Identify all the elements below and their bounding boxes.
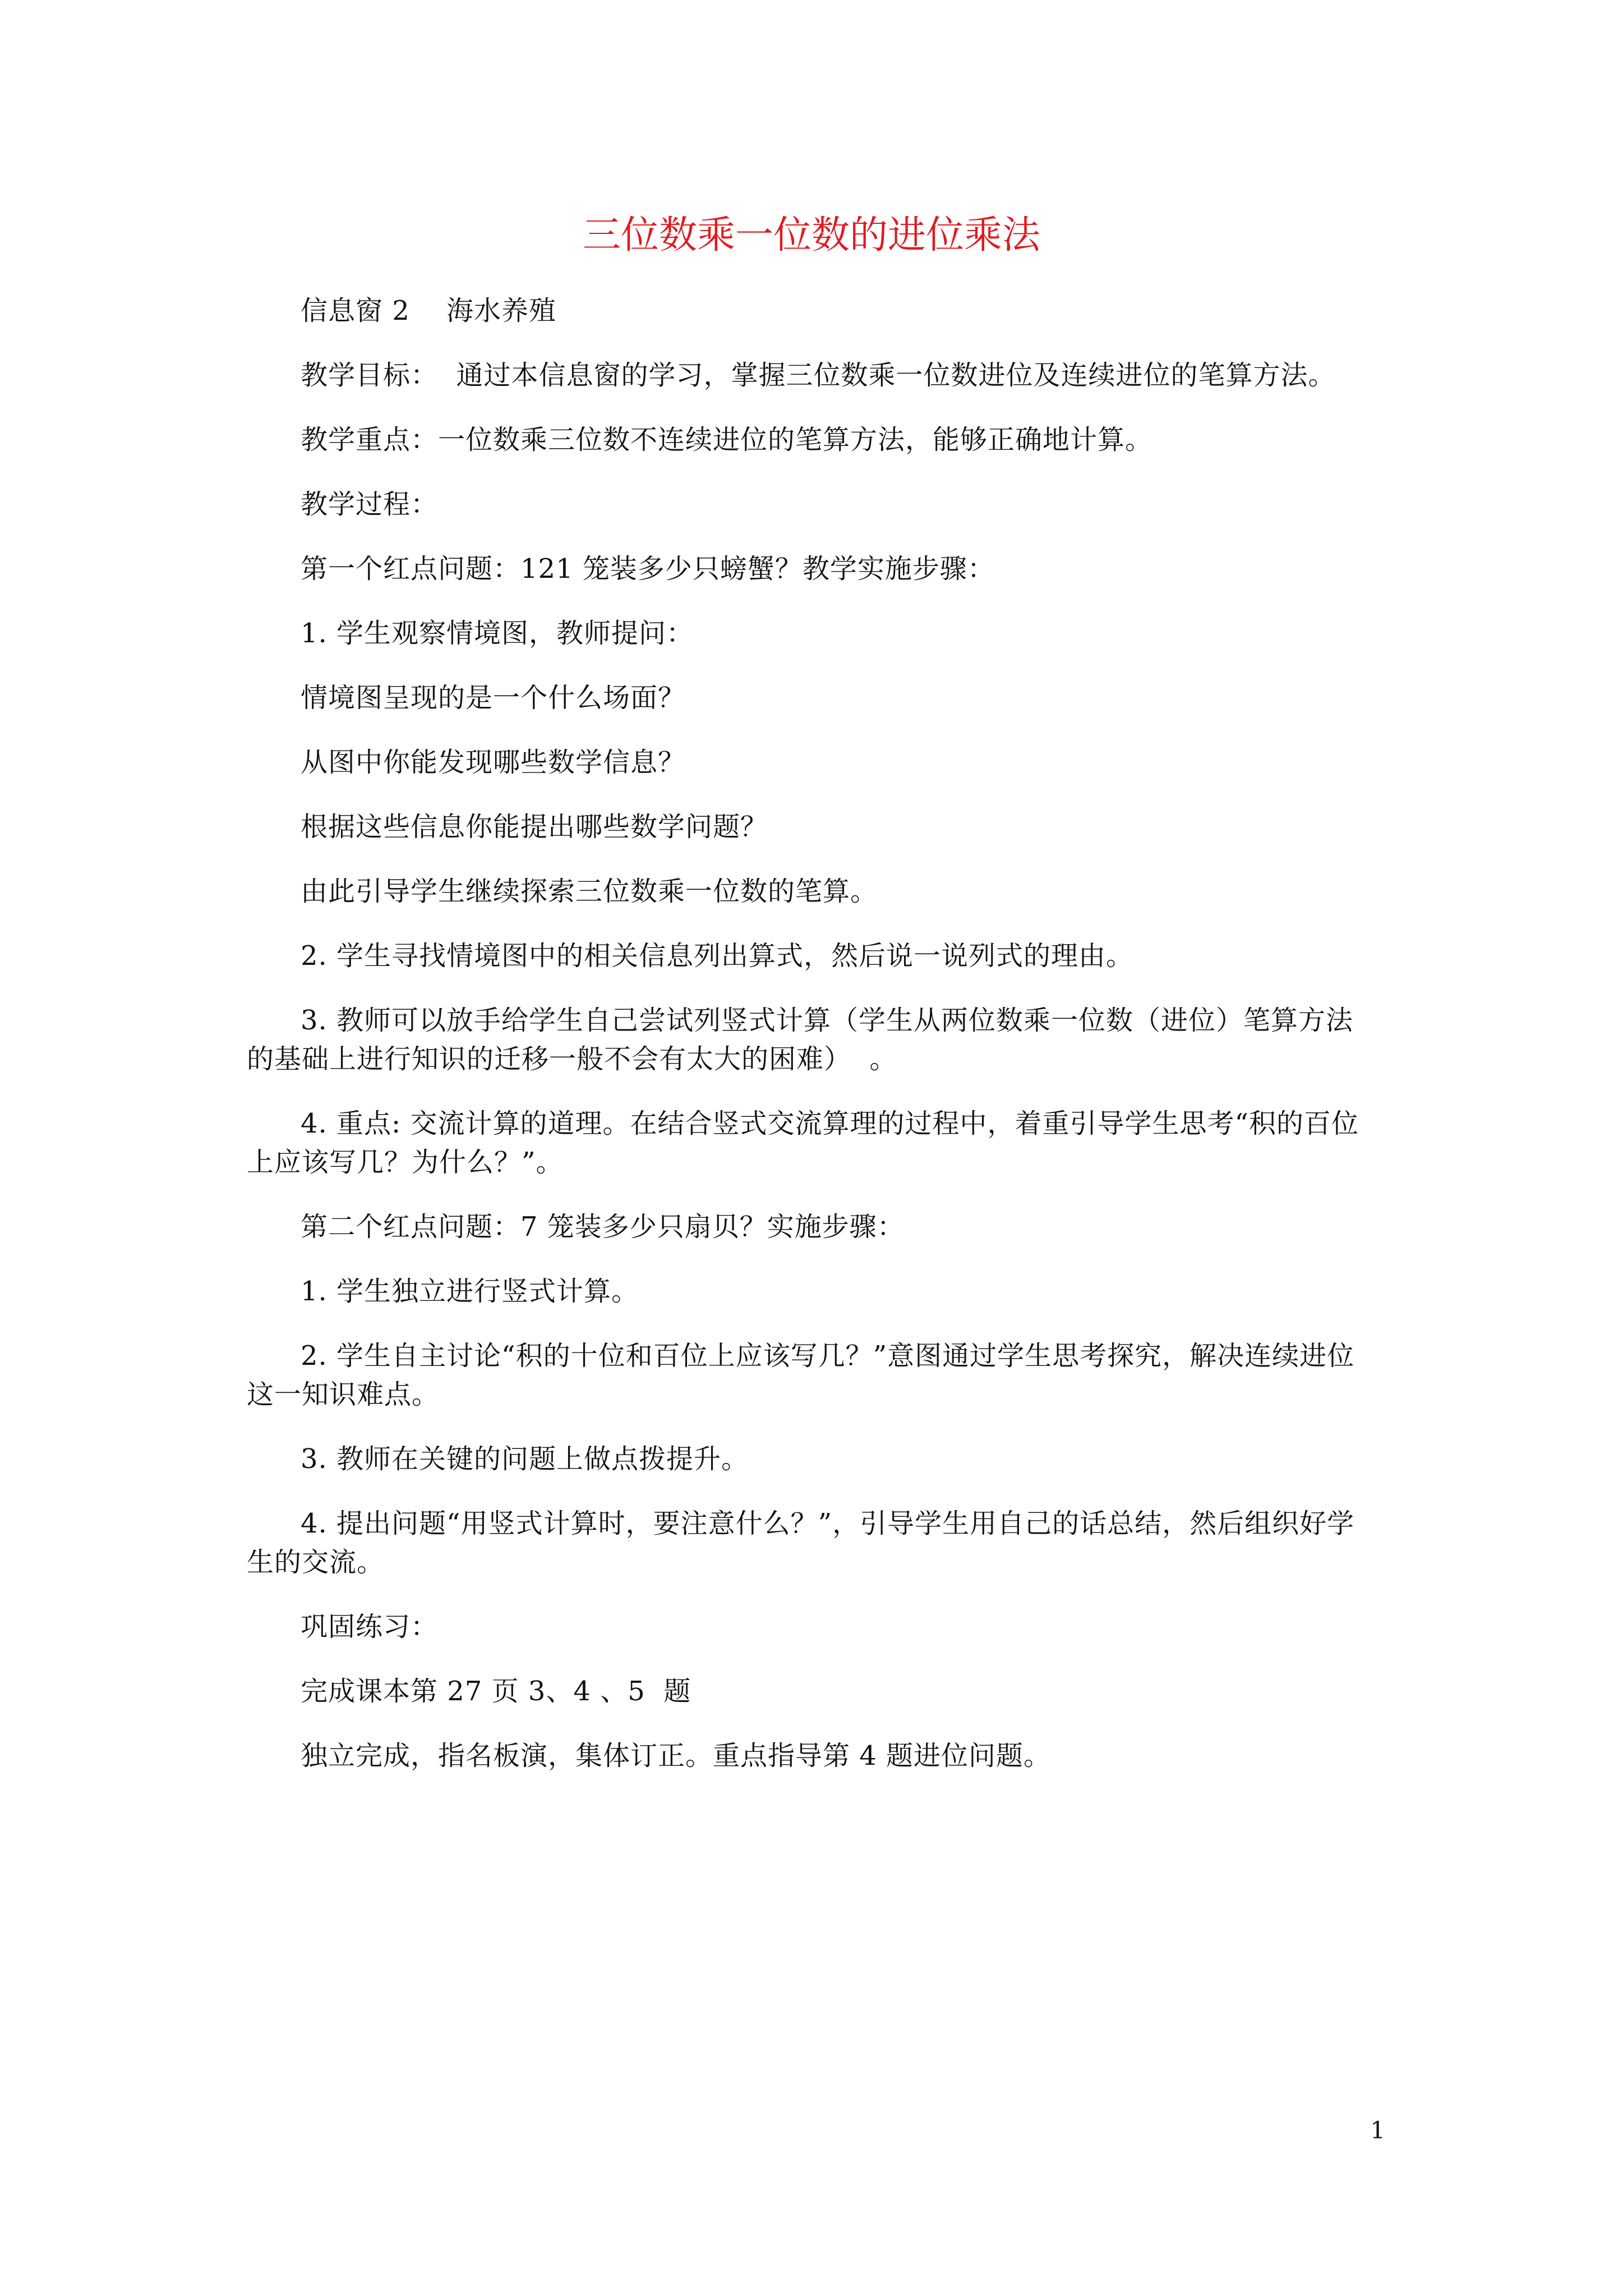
teaching-goal: 教学目标： 通过本信息窗的学习，掌握三位数乘一位数进位及连续进位的笔算方法。	[301, 360, 1336, 391]
list-item: 2. 学生自主讨论“积的十位和百位上应该写几？”意图通过学生思考探究，解决连续进位这一知识难点。	[247, 1340, 1355, 1410]
first-question-heading: 第一个红点问题：121 笼装多少只螃蟹？教学实施步骤：	[301, 553, 995, 585]
second-question-heading: 第二个红点问题：7 笼装多少只扇贝？实施步骤：	[301, 1211, 905, 1243]
teaching-process-heading: 教学过程：	[301, 489, 439, 520]
list-item: 从图中你能发现哪些数学信息？	[301, 747, 686, 778]
list-item: 2. 学生寻找情境图中的相关信息列出算式，然后说一说列式的理由。	[301, 940, 1134, 972]
list-item: 1. 学生观察情境图，教师提问：	[301, 618, 694, 649]
list-item: 4. 重点: 交流计算的道理。在结合竖式交流算理的过程中，着重引导学生思考“积的百位上应该写几？为什么？”。	[247, 1108, 1359, 1178]
info-window-heading: 信息窗 2 海水养殖	[301, 295, 557, 326]
list-item: 3. 教师在关键的问题上做点拨提升。	[301, 1443, 749, 1475]
list-item: 根据这些信息你能提出哪些数学问题？	[301, 811, 768, 843]
teaching-focus: 教学重点：一位数乘三位数不连续进位的笔算方法，能够正确地计算。	[301, 424, 1153, 455]
list-item: 1. 学生独立进行竖式计算。	[301, 1276, 639, 1307]
document-title: 三位数乘一位数的进位乘法	[582, 213, 1040, 257]
document-body	[247, 292, 1380, 1801]
practice-instructions: 独立完成，指名板演，集体订正。重点指导第 4 题进位问题。	[301, 1740, 1052, 1772]
practice-assignment: 完成课本第 27 页 3、4 、5 题	[301, 1676, 691, 1707]
list-item: 3. 教师可以放手给学生自己尝试列竖式计算（学生从两位数乘一位数（进位）笔算方法的基础上进行知识的迁移一般不会有太大的困难） 。	[247, 1005, 1354, 1075]
practice-heading: 巩固练习：	[301, 1611, 439, 1642]
list-item: 4. 提出问题“用竖式计算时，要注意什么？”，引导学生用自己的话总结，然后组织好学生的交流。	[247, 1508, 1355, 1578]
list-item: 情境图呈现的是一个什么场面？	[301, 682, 686, 714]
page-number: 1	[1370, 2116, 1385, 2144]
list-item: 由此引导学生继续探索三位数乘一位数的笔算。	[301, 876, 878, 907]
